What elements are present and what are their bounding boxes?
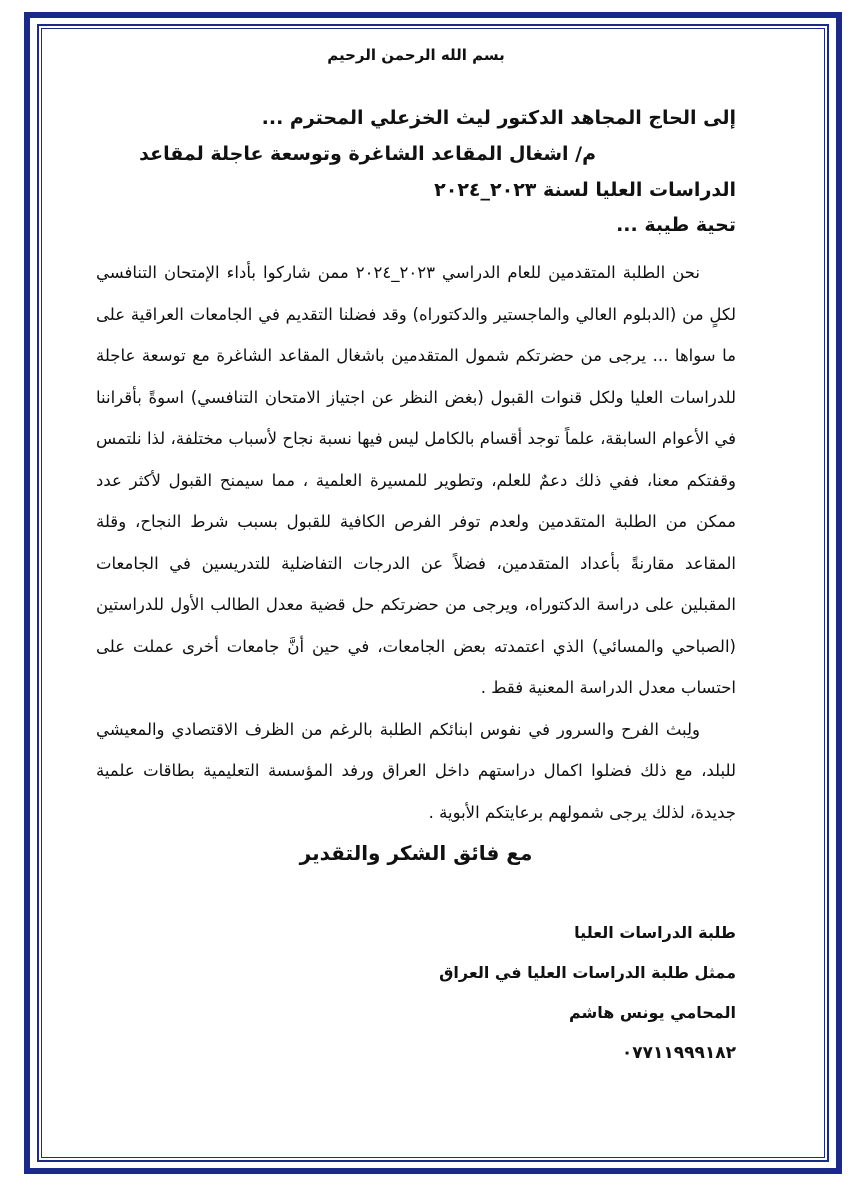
subject-line: م/ اشغال المقاعد الشاغرة وتوسعة عاجلة لمقاعد bbox=[139, 143, 596, 165]
body-paragraph-1: نحن الطلبة المتقدمين للعام الدراسي ٢٠٢٣_٢٠٢٤ ممن شاركوا بأداء الإمتحان التنافسي لكلٍ من (الدبلوم العالي والماجستير والدكتوراه) وقد فضلنا التقديم في الجامعات العراقية على ما سواها ... يرجى من حضرتكم شمول المتقدمين باشغال المقاعد الشاغرة مع توسعة عاجلة للدراسات العليا ولكل قنوات القبول (بغض النظر عن اجتياز الامتحان التنافسي) اسوةً بأقراننا في الأعوام السابقة، علماً توجد أقسام بالكامل ليس فيها نسبة نجاح لأسباب مختلفة، لذا نلتمس وقفتكم معنا، ففي ذلك دعمٌ للعلم، وتطوير للمسيرة العلمية ، مما سيمنح القبول لأكثر عدد ممكن من الطلبة المتقدمين ولعدم توفر الفرص الكافية للقبول بسبب شرط النجاح، وقلة المقاعد مقارنةً بأعداد المتقدمين، فضلاً عن الدرجات التفاضلية للتدريسين في الجامعات المقبلين على دراسة الدكتوراه، ويرجى من حضرتكم حل قضية معدل الطالب الأول للدراستين (الصباحي والمسائي) الذي اعتمدته بعض الجامعات، في حين أنَّ جامعات أخرى عملت على احتساب معدل الدراسة المعنية فقط . bbox=[96, 263, 736, 697]
body-paragraph-2: ولِبث الفرح والسرور في نفوس ابنائكم الطلبة بالرغم من الظرف الاقتصادي والمعيشي للبلد، مع ذلك فضلوا اكمال دراستهم داخل العراق ورفد المؤسسة التعليمية بطاقات علمية جديدة، لذلك يرجى شمولهم برعايتكم الأبوية . bbox=[96, 719, 736, 822]
signature-phone: ٠٧٧١١٩٩٩١٨٢ bbox=[621, 1043, 736, 1063]
subject-line-continued: الدراسات العليا لسنة ٢٠٢٣_٢٠٢٤ bbox=[434, 179, 736, 201]
signature-name: المحامي يونس هاشم bbox=[568, 1003, 736, 1022]
signature-group: طلبة الدراسات العليا bbox=[574, 923, 736, 942]
recipient-line: إلى الحاج المجاهد الدكتور ليث الخزعلي المحترم ... bbox=[261, 107, 736, 129]
greeting: تحية طيبة ... bbox=[616, 214, 736, 236]
basmala: بسم الله الرحمن الرحيم bbox=[327, 46, 505, 64]
signature-title: ممثل طلبة الدراسات العليا في العراق bbox=[439, 963, 736, 982]
closing-thanks: مع فائق الشكر والتقدير bbox=[299, 841, 533, 865]
letter-content bbox=[96, 38, 736, 1073]
signature-block bbox=[406, 913, 736, 1073]
